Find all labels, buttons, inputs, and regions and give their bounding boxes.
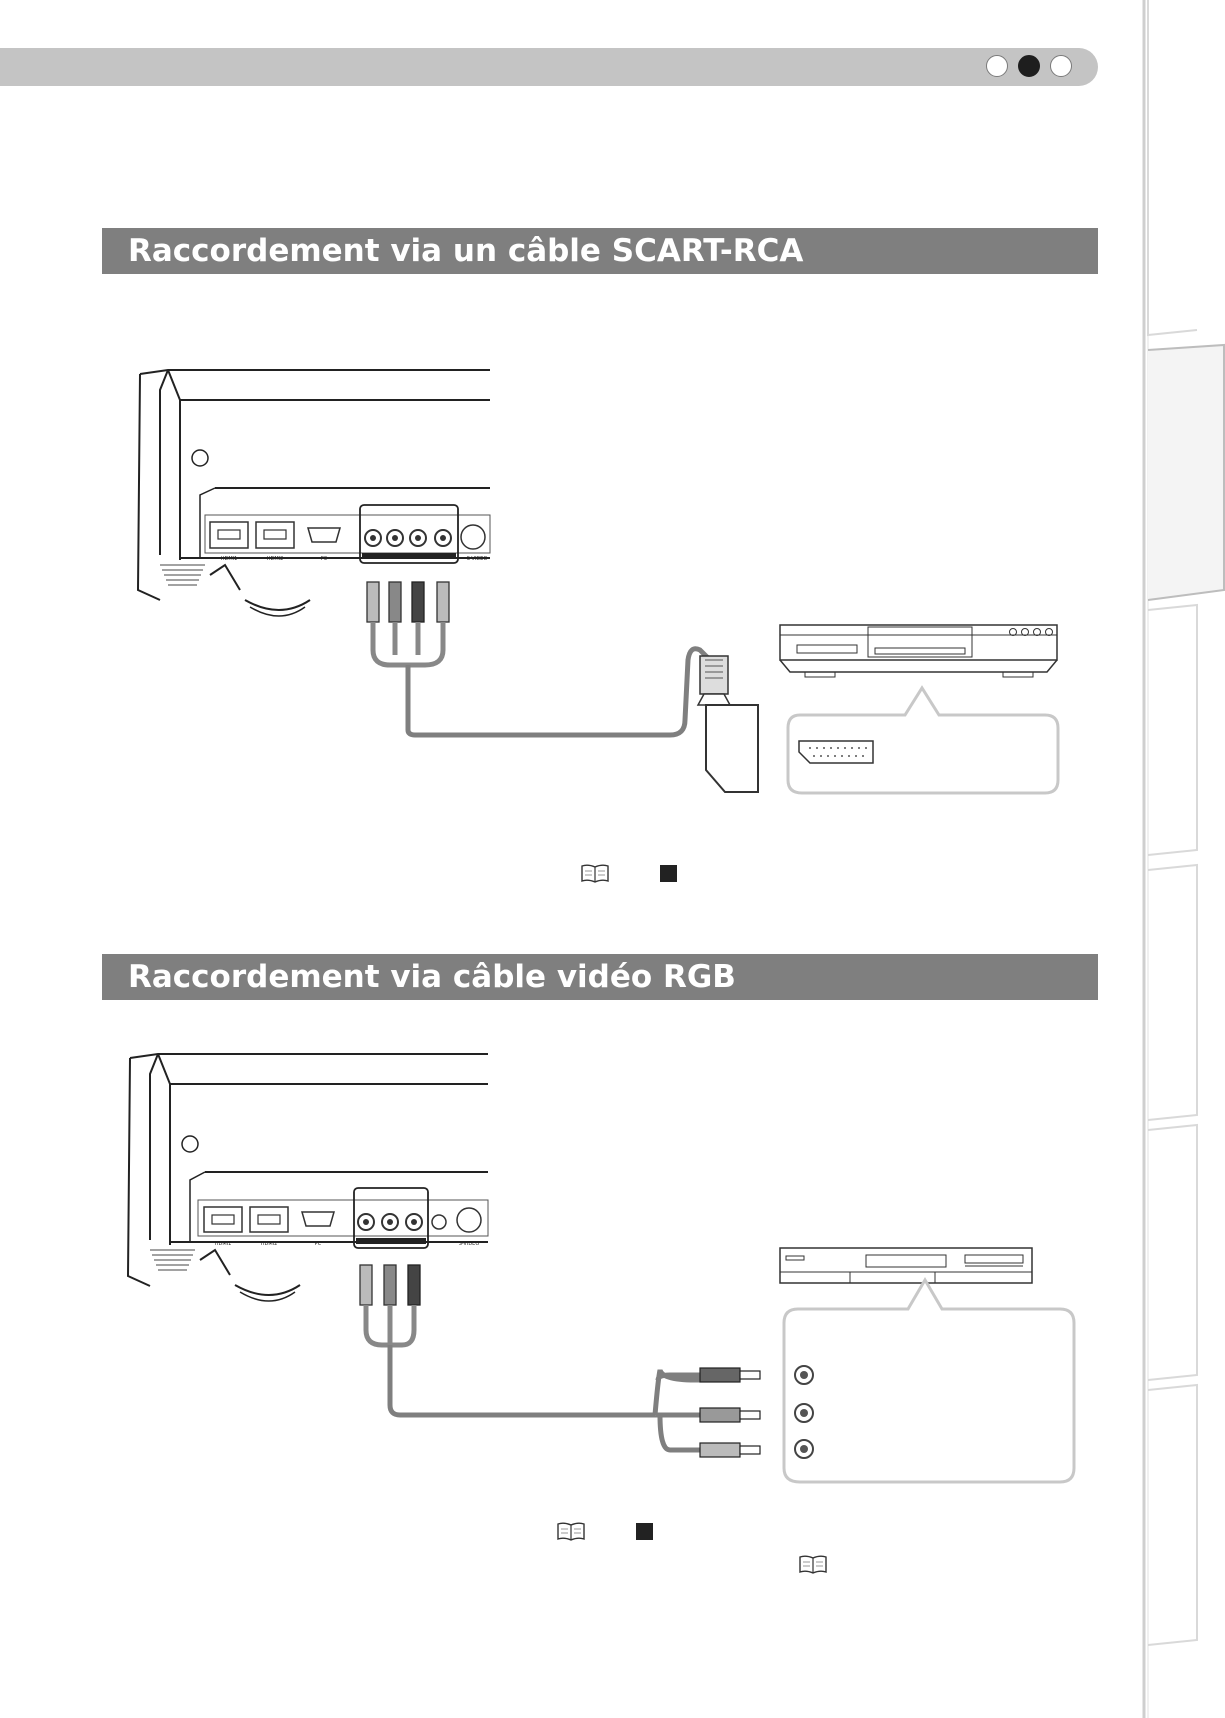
rgb-cable [390, 1345, 655, 1415]
video-source-illustration [780, 1248, 1032, 1283]
panel-label-hdmi2: HDMI2 [266, 556, 284, 562]
scart-socket-icon [799, 741, 873, 763]
rca-jacks-source [795, 1366, 813, 1458]
black-square-icon [660, 865, 677, 882]
header-bar [0, 48, 1098, 86]
book-icon [558, 1523, 584, 1540]
reference-row-1 [580, 862, 680, 886]
rgb-connection-diagram [0, 1050, 1225, 1490]
step-dot-icon [986, 55, 1008, 77]
step-dot-icon [1050, 55, 1072, 77]
reference-row-2 [556, 1520, 656, 1544]
dvd-player-illustration [780, 625, 1057, 677]
step-dot-active-icon [1018, 55, 1040, 77]
projector-rear-illustration [138, 370, 490, 616]
rca-plugs-source [700, 1368, 760, 1457]
book-icon [798, 1553, 832, 1577]
scart-rca-cable [408, 649, 710, 735]
scart-plug [698, 656, 758, 792]
book-icon [582, 865, 608, 882]
step-indicator [986, 55, 1072, 77]
rca-plugs [360, 1265, 420, 1345]
panel-label-hdmi1: HDMI1 [220, 556, 238, 562]
callout-bubble [784, 1280, 1074, 1482]
scart-rca-connection-diagram [0, 360, 1225, 810]
panel-label-pc: PC [314, 1241, 322, 1247]
panel-label-svideo: S-VIDEO [466, 556, 488, 562]
projector-rear-illustration [128, 1054, 488, 1301]
panel-label-hdmi2: HDMI2 [260, 1241, 278, 1247]
rca-plugs [367, 582, 449, 665]
panel-label-svideo: S-VIDEO [458, 1241, 480, 1247]
section-title-scart-rca: Raccordement via un câble SCART-RCA [102, 228, 1098, 274]
section-title-rgb: Raccordement via câble vidéo RGB [102, 954, 1098, 1000]
panel-label-pc: PC [320, 556, 328, 562]
black-square-icon [636, 1523, 653, 1540]
panel-label-hdmi1: HDMI1 [214, 1241, 232, 1247]
